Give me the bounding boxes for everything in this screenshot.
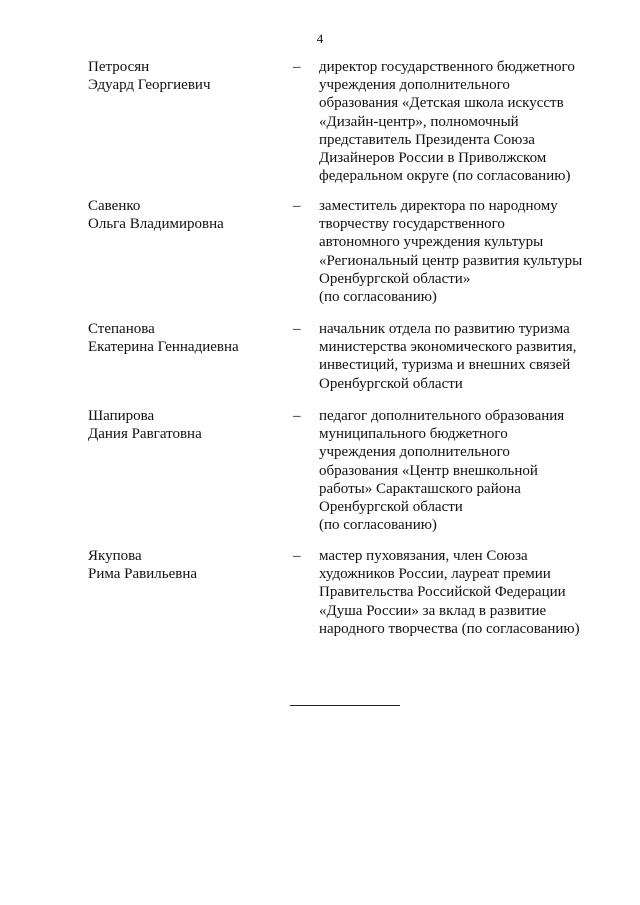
position-line: Оренбургской области» — [319, 270, 471, 287]
position-line: директор государственного бюджетного — [319, 59, 575, 75]
position-line: инвестиций, туризма и внешних связей — [319, 357, 571, 374]
position-line: представитель Президента Союза — [319, 131, 535, 148]
position-line: образования «Центр внешкольной — [319, 462, 538, 479]
member-given-name: Ольга Владимировна — [88, 216, 224, 233]
position-line: работы» Саракташского района — [319, 480, 521, 497]
separator-dash: – — [293, 408, 301, 424]
member-given-name: Эдуард Георгиевич — [88, 77, 211, 94]
member-surname: Степанова — [88, 321, 155, 337]
position-line: мастер пуховязания, член Союза — [319, 548, 528, 564]
member-surname: Шапирова — [88, 408, 155, 424]
position-line: «Дизайн-центр», полномочный — [319, 113, 519, 130]
position-line: Правительства Российской Федерации — [319, 584, 566, 601]
member-surname: Савенко — [88, 198, 141, 214]
separator-dash: – — [293, 59, 301, 75]
member-position — [319, 407, 619, 534]
member-position — [319, 58, 619, 185]
member-name — [88, 197, 278, 233]
member-position — [319, 547, 619, 638]
member-name — [88, 407, 278, 443]
position-line: образования «Детская школа искусств — [319, 95, 564, 112]
position-line: Оренбургской области — [319, 375, 463, 392]
position-line: народного творчества (по согласованию) — [319, 620, 580, 637]
member-position — [319, 197, 619, 306]
member-surname: Якупова — [88, 548, 142, 564]
position-line: Оренбургской области — [319, 499, 463, 516]
member-given-name: Рима Равильевна — [88, 566, 198, 583]
member-given-name: Дания Равгатовна — [88, 426, 202, 443]
page-number: 4 — [316, 31, 324, 46]
member-name — [88, 58, 278, 94]
position-line: муниципального бюджетного — [319, 426, 508, 443]
position-line: «Душа России» за вклад в развитие — [319, 602, 547, 619]
member-position — [319, 320, 619, 393]
member-given-name: Екатерина Геннадиевна — [88, 339, 239, 356]
position-line: «Региональный центр развития культуры — [319, 252, 583, 269]
position-line: учреждения дополнительного — [319, 444, 510, 461]
position-line: художников России, лауреат премии — [319, 566, 551, 583]
end-of-document-rule — [290, 705, 400, 706]
separator-dash: – — [293, 548, 301, 564]
member-name — [88, 320, 278, 356]
position-line: Дизайнеров России в Приволжском — [319, 150, 547, 167]
position-line: педагог дополнительного образования — [319, 408, 565, 424]
position-line: учреждения дополнительного — [319, 77, 510, 94]
separator-dash: – — [293, 198, 301, 214]
position-line: министерства экономического развития, — [319, 339, 577, 356]
position-line: (по согласованию) — [319, 289, 437, 306]
member-name — [88, 547, 278, 583]
position-line: заместитель директора по народному — [319, 198, 558, 214]
position-line: федеральном округе (по согласованию) — [319, 168, 571, 185]
position-line: автономного учреждения культуры — [319, 234, 544, 251]
member-surname: Петросян — [88, 59, 150, 75]
separator-dash: – — [293, 321, 301, 337]
position-line: (по согласованию) — [319, 517, 437, 534]
position-line: начальник отдела по развитию туризма — [319, 321, 570, 337]
position-line: творчеству государственного — [319, 216, 505, 233]
